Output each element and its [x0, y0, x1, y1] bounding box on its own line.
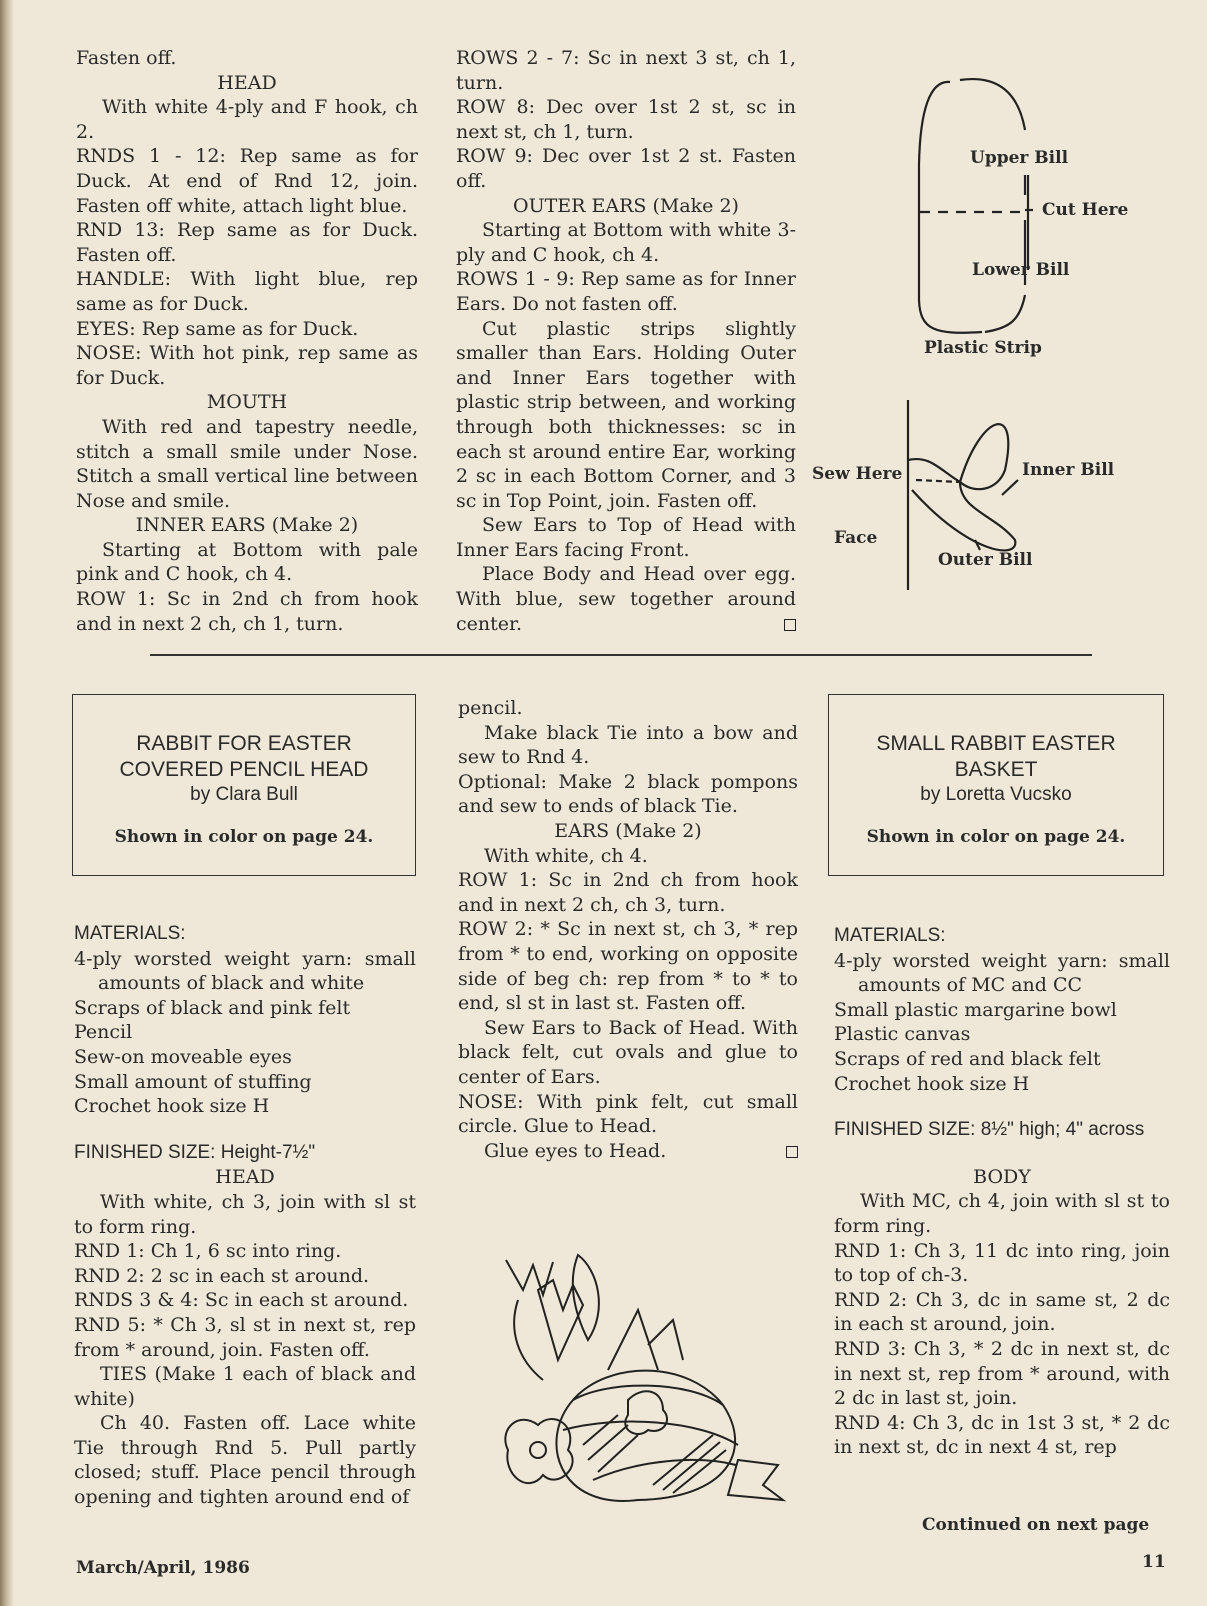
- paragraph: Crochet hook size H: [74, 1095, 270, 1118]
- egg-lily-drawing: [498, 1250, 788, 1520]
- paragraph: ROW 1: Sc in 2nd ch from hook and in next 2 ch, ch 1, turn.: [76, 588, 418, 635]
- lily-petals: [506, 1260, 553, 1295]
- inner-bill-label: Inner Bill: [1022, 460, 1115, 480]
- cut-here-label: Cut Here: [1042, 200, 1129, 220]
- paragraph: MOUTH: [206, 391, 288, 414]
- paragraph: HANDLE: With light blue, rep same as for Duck.: [76, 268, 418, 315]
- face-label: Face: [834, 528, 878, 548]
- paragraph: Place Body and Head over egg. With blue, sew together around center.: [456, 563, 796, 635]
- paragraph: ROW 2: * Sc in next st, ch 3, * rep from * to end, working on opposite side of beg ch: rep from * to * to end, sl st in last st. Fasten off.: [458, 918, 798, 1015]
- box-title-line-1: SMALL RABBIT EASTER: [876, 732, 1116, 755]
- paragraph: RND 2: 2 sc in each st around.: [74, 1264, 370, 1287]
- upper-bill-label: Upper Bill: [970, 148, 1069, 168]
- pattern-title-box-rabbit-basket: [828, 694, 1164, 876]
- paragraph: Scraps of black and pink felt: [74, 996, 351, 1019]
- sew-here-label: Sew Here: [812, 464, 903, 484]
- paragraph: Small amount of stuffing: [74, 1070, 312, 1093]
- inner-bill-shape: [960, 424, 1008, 489]
- paragraph: NOSE: With hot pink, rep same as for Duck.: [76, 342, 418, 389]
- paragraph: Starting at Bottom with pale pink and C hook, ch 4.: [76, 538, 418, 586]
- paragraph: With red and tapestry needle, stitch a small smile under Nose. Stitch a small vertical line between Nose and smile.: [76, 415, 418, 512]
- paragraph: RND 4: Ch 3, dc in 1st 3 st, * 2 dc in next st, dc in next 4 st, rep: [834, 1411, 1170, 1459]
- continued-note: Continued on next page: [922, 1515, 1150, 1535]
- paragraph: Sew-on moveable eyes: [74, 1045, 292, 1068]
- issue-date: March/April, 1986: [76, 1558, 250, 1578]
- paragraph: MATERIALS:: [74, 923, 186, 944]
- paragraph: Glue eyes to Head.: [458, 1139, 798, 1164]
- egg-flower: [625, 1391, 667, 1434]
- paragraph: ROWS 1 - 9: Rep same as for Inner Ears. Do not fasten off.: [456, 268, 796, 315]
- column-1-top: [76, 46, 418, 636]
- paragraph: ROW 8: Dec over 1st 2 st, sc in next st, ch 1, turn.: [456, 96, 796, 143]
- paragraph: ROW 1: Sc in 2nd ch from hook and in next 2 ch, ch 3, turn.: [458, 869, 798, 916]
- paragraph: RND 1: Ch 3, 11 dc into ring, join to top of ch-3.: [834, 1239, 1170, 1287]
- paragraph: 4-ply worsted weight yarn: small amounts of MC and CC: [834, 949, 1170, 997]
- paragraph: Cut plastic strips slightly smaller than Ears. Holding Outer and Inner Ears together with plastic strip between, and working through both thicknesses: sc in each st around entire Ear, working 2 sc in each Bottom Corner, and 3 sc in Top Point, join. Fasten off.: [456, 317, 796, 512]
- column-3-bottom: [834, 924, 1170, 1460]
- outer-bill-shape: [912, 482, 1015, 550]
- paragraph: EYES: Rep same as for Duck.: [76, 317, 359, 340]
- paragraph: Crochet hook size H: [834, 1072, 1030, 1095]
- paragraph: RND 1: Ch 1, 6 sc into ring.: [74, 1240, 342, 1263]
- box-title-line-2: COVERED PENCIL HEAD: [119, 758, 369, 781]
- egg-outline: [556, 1371, 735, 1501]
- paragraph: Optional: Make 2 black pompons and sew to ends of black Tie.: [458, 770, 798, 818]
- column-2-top: [456, 46, 796, 636]
- paragraph: Sew Ears to Back of Head. With black felt, cut ovals and glue to center of Ears.: [458, 1016, 798, 1088]
- ribbon: [728, 1460, 783, 1500]
- column-2-bottom: [458, 696, 798, 1163]
- box-author: by Loretta Vucsko: [920, 784, 1072, 805]
- paragraph: Fasten off.: [76, 47, 177, 69]
- paragraph: ROWS 2 - 7: Sc in next 3 st, ch 1, turn.: [456, 47, 796, 94]
- flower-bottom-left: [505, 1419, 572, 1483]
- binding-edge: [0, 0, 14, 1606]
- paragraph: BODY: [973, 1165, 1031, 1188]
- bill-diagram: [812, 70, 1160, 610]
- paragraph: RND 2: Ch 3, dc in same st, 2 dc in each st around, join.: [834, 1288, 1170, 1336]
- paragraph: Ch 40. Fasten off. Lace white Tie through Rnd 5. Pull partly closed; stuff. Place pencil through opening and tighten around end of: [74, 1412, 416, 1509]
- plastic-strip-outline: [919, 82, 982, 333]
- paragraph: Starting at Bottom with white 3-ply and C hook, ch 4.: [456, 219, 796, 266]
- paragraph: EARS (Make 2): [554, 819, 702, 842]
- outer-bill-label: Outer Bill: [938, 550, 1033, 570]
- paragraph: Small plastic margarine bowl: [834, 998, 1117, 1021]
- paragraph: OUTER EARS (Make 2): [513, 194, 739, 217]
- plastic-strip-label: Plastic Strip: [924, 338, 1042, 358]
- paragraph: RND 5: * Ch 3, sl st in next st, rep from * around, join. Fasten off.: [74, 1313, 416, 1361]
- paragraph: RNDS 3 & 4: Sc in each st around.: [74, 1289, 409, 1312]
- page-number: 11: [1142, 1552, 1166, 1572]
- end-mark-icon: [784, 619, 796, 631]
- pattern-title-box-rabbit-pencil: [72, 694, 416, 876]
- column-1-bottom: [74, 922, 416, 1510]
- easter-egg-illustration: [498, 1250, 788, 1520]
- paragraph: HEAD: [215, 1166, 275, 1189]
- lower-bill-label: Lower Bill: [972, 260, 1070, 280]
- paragraph: Pencil: [74, 1021, 133, 1044]
- paragraph: MATERIALS:: [834, 925, 946, 946]
- box-shown-note: Shown in color on page 24.: [866, 827, 1126, 847]
- paragraph: pencil.: [458, 697, 523, 719]
- paragraph: Scraps of red and black felt: [834, 1047, 1101, 1070]
- paragraph: FINISHED SIZE: 8½" high; 4" across: [834, 1119, 1145, 1141]
- paragraph: RND 3: Ch 3, * 2 dc in next st, dc in next st, rep from * around, with 2 dc in last st, join.: [834, 1337, 1170, 1410]
- paragraph: With white, ch 4.: [484, 844, 648, 867]
- paragraph: FINISHED SIZE: Height-7½": [74, 1141, 316, 1163]
- paragraph: TIES (Make 1 each of black and white): [74, 1363, 416, 1410]
- paragraph: Make black Tie into a bow and sew to Rnd 4.: [458, 721, 798, 769]
- paragraph: HEAD: [217, 71, 277, 94]
- box-author: by Clara Bull: [190, 784, 298, 805]
- paragraph: RNDS 1 - 12: Rep same as for Duck. At end of Rnd 12, join. Fasten off white, attach light blue.: [76, 145, 418, 217]
- end-mark-icon: [786, 1146, 798, 1158]
- box-title-line-1: RABBIT FOR EASTER: [136, 732, 352, 755]
- paragraph: 4-ply worsted weight yarn: small amounts of black and white: [74, 947, 416, 995]
- paragraph: With white 4-ply and F hook, ch 2.: [76, 96, 418, 143]
- paragraph: ROW 9: Dec over 1st 2 st. Fasten off.: [456, 145, 796, 192]
- paragraph: With white, ch 3, join with sl st to form ring.: [74, 1190, 416, 1238]
- upper-bill-curve: [960, 79, 1025, 130]
- section-divider: [150, 654, 1092, 656]
- box-title-line-2: BASKET: [954, 758, 1038, 781]
- lily-bud-top: [573, 1255, 599, 1340]
- paragraph: With MC, ch 4, join with sl st to form ring.: [834, 1190, 1170, 1237]
- paragraph: RND 13: Rep same as for Duck. Fasten off.: [76, 219, 418, 266]
- box-shown-note: Shown in color on page 24.: [114, 827, 374, 847]
- paragraph: INNER EARS (Make 2): [135, 514, 359, 537]
- paragraph: Plastic canvas: [834, 1023, 971, 1046]
- paragraph: NOSE: With pink felt, cut small circle. Glue to Head.: [458, 1090, 798, 1138]
- paragraph: Sew Ears to Top of Head with Inner Ears facing Front.: [456, 514, 796, 561]
- lower-bill-curve: [985, 295, 1025, 332]
